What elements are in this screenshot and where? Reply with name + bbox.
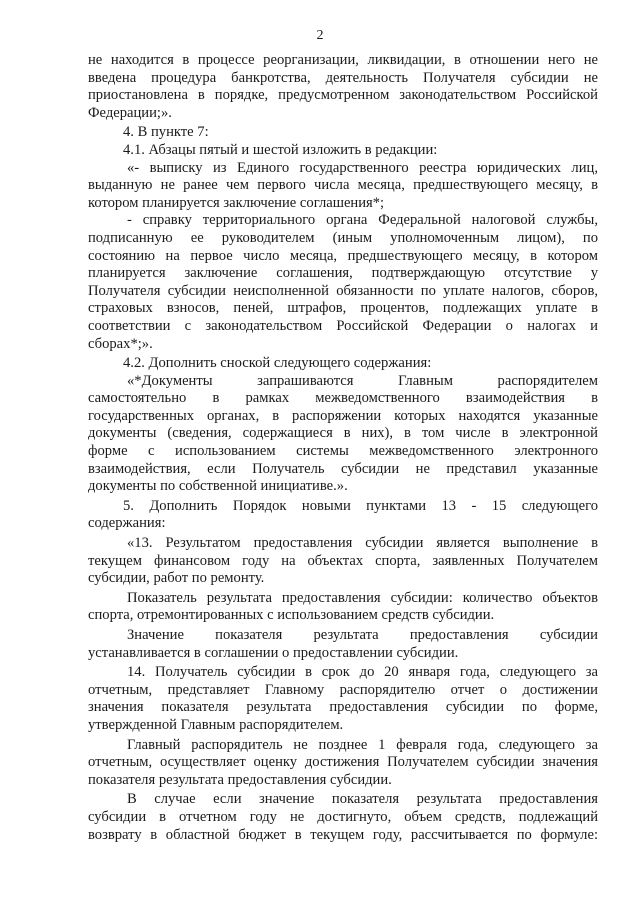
- text-line: «- выписку из Единого государственного реестра юридических лиц,: [127, 159, 598, 176]
- text-line: значения показателя результата предоставления субсидии по форме,: [88, 699, 598, 716]
- text-line: планируется заключение соглашения, подтверждающую отсутствие у: [88, 265, 598, 282]
- text-line: приостановлена в порядке, предусмотренном законодательством Российской: [88, 87, 598, 104]
- text-line: Главный распорядитель не позднее 1 февраля года, следующего за: [127, 736, 598, 753]
- text-line: состоянию на первое число месяца, предшествующего месяцу, в котором: [88, 247, 598, 264]
- text-line: отчетным, представляет Главному распорядителю отчет о достижении: [88, 681, 598, 698]
- text-line: В случае если значение показателя результата предоставления: [127, 791, 598, 808]
- text-line: форме с использованием системы межведомственного электронного: [88, 443, 598, 460]
- text-line: выданную не ранее чем первого числа месяца, предшествующего месяцу, в: [88, 177, 598, 194]
- text-line: устанавливается в соглашении о предоставлении субсидии.: [88, 644, 459, 661]
- text-line: возврату в областной бюджет в текущем году, рассчитывается по формуле:: [88, 826, 598, 843]
- text-line: 5. Дополнить Порядок новыми пунктами 13 - 15 следующего: [123, 497, 598, 514]
- text-line: документы (сведения, содержащиеся в них), в том числе в электронной: [88, 425, 598, 442]
- text-line: котором планируется заключение соглашения*;: [88, 194, 385, 211]
- text-line: 4. В пункте 7:: [123, 124, 209, 141]
- text-line: «13. Результатом предоставления субсидии является выполнение в: [127, 535, 598, 552]
- text-line: Значение показателя результата предоставления субсидии: [127, 627, 598, 643]
- text-line: отчетным, осуществляет оценку достижения Получателем субсидии значения: [88, 754, 598, 771]
- text-line: подписанную ее руководителем (иным уполномоченным лицом), по: [88, 229, 598, 246]
- text-line: сборах*;».: [88, 335, 153, 352]
- text-line: субсидии, работ по ремонту.: [88, 570, 265, 587]
- text-line: государственных органах, в распоряжении которых находятся указанные: [88, 407, 598, 424]
- page-number: 2: [316, 28, 324, 43]
- text-line: Федерации;».: [88, 104, 172, 121]
- text-line: введена процедура банкротства, деятельность Получателя субсидии не: [88, 69, 598, 86]
- text-line: 14. Получатель субсидии в срок до 20 января года, следующего за: [127, 664, 598, 681]
- text-line: 4.1. Абзацы пятый и шестой изложить в редакции:: [123, 141, 438, 158]
- text-line: взаимодействия, если Получатель субсидии не представил указанные: [88, 460, 598, 477]
- text-line: текущем финансовом году на объектах спорта, заявленных Получателем: [88, 552, 598, 569]
- document-lines: [88, 52, 598, 844]
- text-line: - справку территориального органа Федеральной налоговой службы,: [127, 212, 598, 229]
- text-line: страховых взносов, пеней, штрафов, процентов, подлежащих уплате в: [88, 300, 598, 317]
- text-line: не находится в процессе реорганизации, ликвидации, в отношении него не: [88, 52, 598, 68]
- text-line: документы по собственной инициативе.».: [88, 478, 348, 495]
- text-line: 4.2. Дополнить сноской следующего содержания:: [123, 355, 432, 372]
- text-line: «*Документы запрашиваются Главным распорядителем: [127, 372, 598, 389]
- text-line: самостоятельно в рамках межведомственного взаимодействия в: [88, 390, 598, 407]
- text-line: соответствии с законодательством Российской Федерации о налогах и: [88, 317, 598, 334]
- text-line: показателя результата предоставления субсидии.: [88, 771, 392, 788]
- text-line: утвержденной Главным распорядителем.: [88, 716, 344, 733]
- text-line: спорта, отремонтированных с использованием средств субсидии.: [88, 607, 495, 624]
- text-line: Показатель результата предоставления субсидии: количество объектов: [127, 589, 598, 606]
- text-line: содержания:: [88, 515, 166, 532]
- text-line: Получателя субсидии неисполненной обязанности по уплате налогов, сборов,: [88, 282, 598, 299]
- text-line: субсидии в отчетном году не достигнуто, объем средств, подлежащий: [88, 808, 598, 825]
- document-body: [88, 52, 598, 844]
